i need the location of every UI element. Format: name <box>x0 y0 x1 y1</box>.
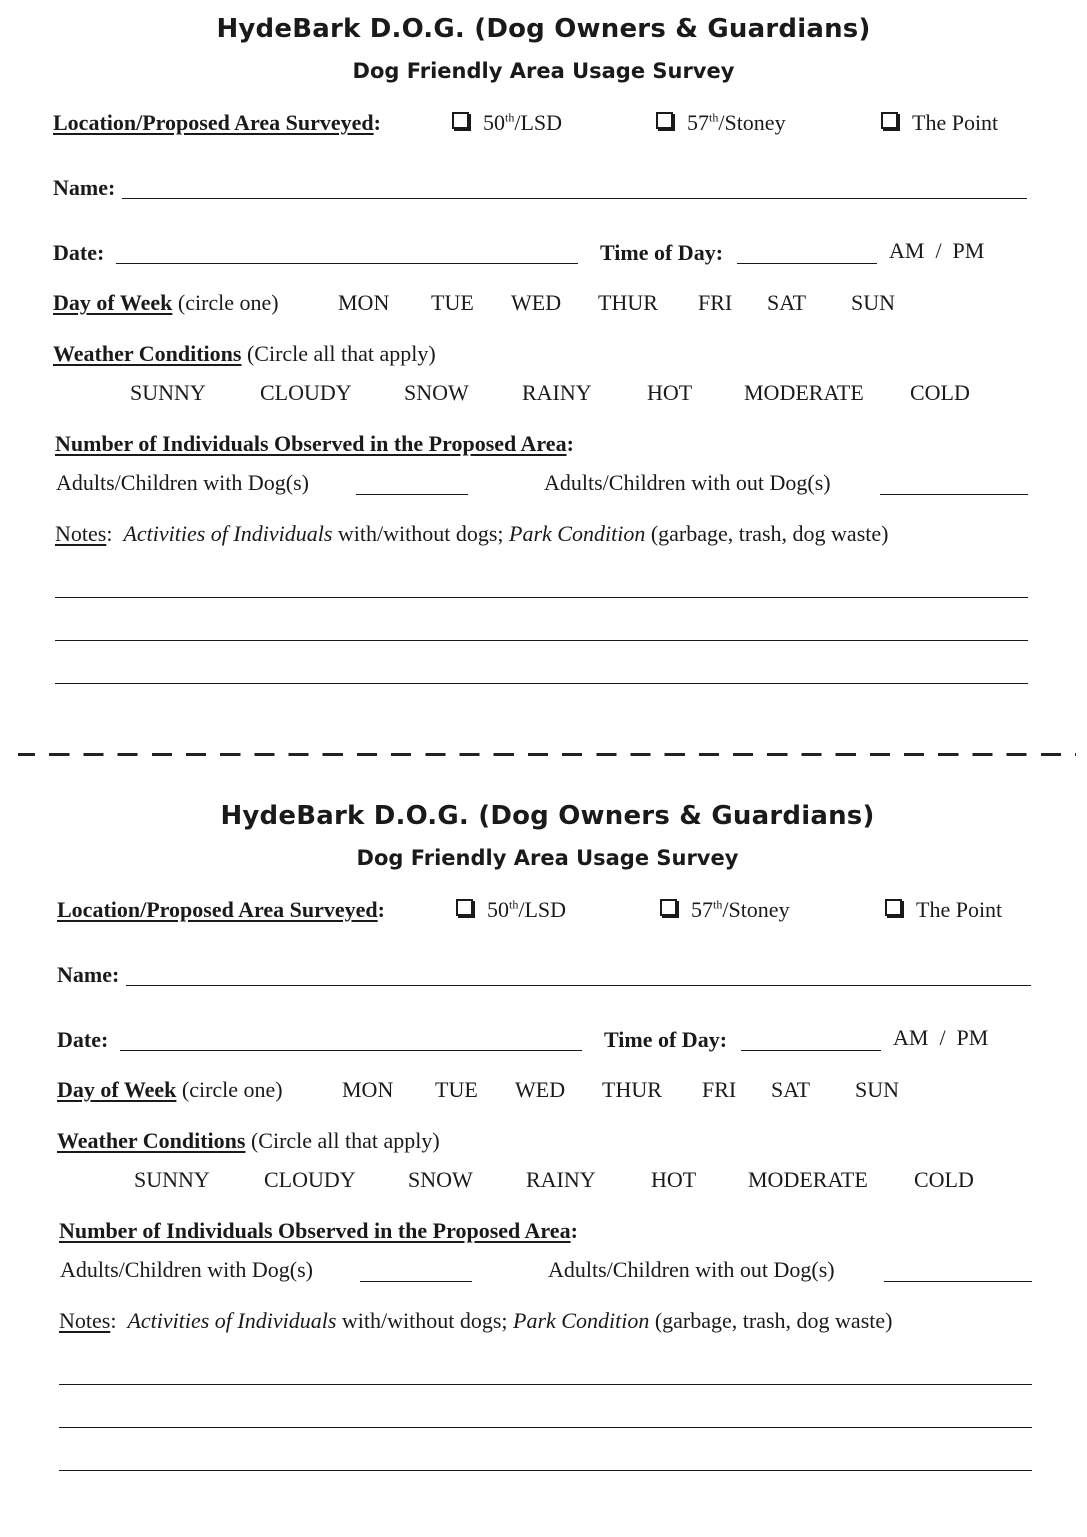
notes-park: Park Condition <box>509 521 646 546</box>
day-of-week-label-text: Day of Week <box>53 290 173 315</box>
location-colon: : <box>377 897 385 922</box>
form-title: HydeBark D.O.G. (Dog Owners & Guardians) <box>216 14 871 44</box>
location-option-50th-lsd[interactable] <box>456 897 566 923</box>
individuals-label-text: Number of Individuals Observed in the Proposed Area <box>59 1218 571 1243</box>
weather-hint: (Circle all that apply) <box>246 341 436 366</box>
option-text: 57 <box>687 110 709 135</box>
time-field-line[interactable] <box>741 1050 881 1051</box>
day-option-thur[interactable]: THUR <box>602 1077 662 1102</box>
day-option-thur[interactable]: THUR <box>598 290 658 315</box>
location-option-the-point[interactable] <box>885 897 1002 923</box>
without-dogs-label: Adults/Children with out Dog(s) <box>548 1257 835 1282</box>
notes-mid: with/without dogs; <box>332 521 510 546</box>
location-label-text: Location/Proposed Area Surveyed <box>53 110 374 135</box>
day-option-fri[interactable]: FRI <box>698 290 733 315</box>
checkbox-icon[interactable] <box>881 112 898 129</box>
weather-option-cloudy[interactable]: CLOUDY <box>260 380 352 405</box>
day-option-sun[interactable]: SUN <box>851 290 896 315</box>
day-option-sat[interactable]: SAT <box>767 290 807 315</box>
form-subtitle: Dog Friendly Area Usage Survey <box>352 59 735 83</box>
day-option-mon[interactable]: MON <box>342 1077 394 1102</box>
notes-label-text: Notes <box>55 521 107 546</box>
weather-option-cold[interactable]: COLD <box>910 380 970 405</box>
option-text: 57 <box>691 897 713 922</box>
am-pm-choice[interactable]: AM / PM <box>889 238 985 263</box>
name-field-line[interactable] <box>126 985 1031 986</box>
notes-label <box>55 521 888 547</box>
weather-label-text: Weather Conditions <box>57 1128 246 1153</box>
option-text-post: /Stoney <box>718 110 786 135</box>
time-of-day-label: Time of Day: <box>600 240 724 265</box>
option-sup: th <box>505 110 515 125</box>
checkbox-icon[interactable] <box>885 899 902 916</box>
checkbox-icon[interactable] <box>660 899 677 916</box>
notes-activities: Activities of Individuals <box>127 1308 337 1333</box>
weather-option-snow[interactable]: SNOW <box>408 1167 473 1192</box>
weather-conditions-label <box>57 1128 440 1154</box>
with-dogs-label: Adults/Children with Dog(s) <box>60 1257 313 1282</box>
day-of-week-hint: (circle one) <box>181 1077 283 1102</box>
without-dogs-field-line[interactable] <box>884 1281 1032 1282</box>
individuals-label-text: Number of Individuals Observed in the Proposed Area <box>55 431 567 456</box>
notes-line-2[interactable] <box>59 1427 1032 1428</box>
notes-activities: Activities of Individuals <box>123 521 333 546</box>
checkbox-icon[interactable] <box>452 112 469 129</box>
option-sup: th <box>709 110 719 125</box>
notes-colon: : <box>110 1308 117 1333</box>
day-of-week-label <box>53 290 279 316</box>
day-option-mon[interactable]: MON <box>338 290 390 315</box>
option-text-post: /Stoney <box>722 897 790 922</box>
option-text-post: /LSD <box>514 110 563 135</box>
notes-park: Park Condition <box>513 1308 650 1333</box>
name-label: Name: <box>57 962 120 987</box>
survey-form-top <box>0 0 1087 740</box>
location-colon: : <box>373 110 381 135</box>
with-dogs-label: Adults/Children with Dog(s) <box>56 470 309 495</box>
checkbox-icon[interactable] <box>456 899 473 916</box>
with-dogs-field-line[interactable] <box>360 1281 472 1282</box>
weather-option-rainy[interactable]: RAINY <box>522 380 592 405</box>
day-of-week-hint: (circle one) <box>177 290 279 315</box>
weather-hint: (Circle all that apply) <box>250 1128 440 1153</box>
name-label: Name: <box>53 175 116 200</box>
location-option-50th-lsd[interactable] <box>452 110 562 136</box>
weather-option-snow[interactable]: SNOW <box>404 380 469 405</box>
name-field-line[interactable] <box>122 198 1027 199</box>
notes-line-1[interactable] <box>59 1384 1032 1385</box>
cut-line-divider <box>18 753 1076 756</box>
notes-mid: with/without dogs; <box>336 1308 514 1333</box>
weather-option-cold[interactable]: COLD <box>914 1167 974 1192</box>
location-label <box>53 110 381 136</box>
date-label: Date: <box>53 240 105 265</box>
weather-conditions-label <box>53 341 436 367</box>
day-of-week-label-text: Day of Week <box>57 1077 177 1102</box>
location-option-57th-stoney[interactable] <box>660 897 790 923</box>
location-label-text: Location/Proposed Area Surveyed <box>57 897 378 922</box>
without-dogs-field-line[interactable] <box>880 494 1028 495</box>
option-text: The Point <box>912 110 999 135</box>
option-sup: th <box>713 897 723 912</box>
weather-option-moderate[interactable]: MODERATE <box>744 380 864 405</box>
option-text: 50 <box>483 110 505 135</box>
notes-tail: (garbage, trash, dog waste) <box>645 521 889 546</box>
weather-option-rainy[interactable]: RAINY <box>526 1167 596 1192</box>
weather-option-sunny[interactable]: SUNNY <box>134 1167 210 1192</box>
notes-line-2[interactable] <box>55 640 1028 641</box>
day-option-tue[interactable]: TUE <box>431 290 474 315</box>
notes-line-3[interactable] <box>59 1470 1032 1471</box>
am-pm-choice[interactable]: AM / PM <box>893 1025 989 1050</box>
weather-label-text: Weather Conditions <box>53 341 242 366</box>
location-option-the-point[interactable] <box>881 110 998 136</box>
weather-option-cloudy[interactable]: CLOUDY <box>264 1167 356 1192</box>
option-sup: th <box>509 897 519 912</box>
survey-form-bottom <box>0 787 1087 1527</box>
time-of-day-label: Time of Day: <box>604 1027 728 1052</box>
location-option-57th-stoney[interactable] <box>656 110 786 136</box>
weather-option-moderate[interactable]: MODERATE <box>748 1167 868 1192</box>
day-option-wed[interactable]: WED <box>511 290 562 315</box>
notes-line-1[interactable] <box>55 597 1028 598</box>
weather-option-hot[interactable]: HOT <box>647 380 693 405</box>
weather-option-hot[interactable]: HOT <box>651 1167 697 1192</box>
day-option-sat[interactable]: SAT <box>771 1077 811 1102</box>
option-text: 50 <box>487 897 509 922</box>
notes-label <box>59 1308 892 1334</box>
day-option-tue[interactable]: TUE <box>435 1077 478 1102</box>
day-option-sun[interactable]: SUN <box>855 1077 900 1102</box>
option-text: The Point <box>916 897 1003 922</box>
day-of-week-label <box>57 1077 283 1103</box>
location-label <box>57 897 385 923</box>
notes-line-3[interactable] <box>55 683 1028 684</box>
option-text-post: /LSD <box>518 897 567 922</box>
date-field-line[interactable] <box>116 263 578 264</box>
without-dogs-label: Adults/Children with out Dog(s) <box>544 470 831 495</box>
form-title: HydeBark D.O.G. (Dog Owners & Guardians) <box>220 801 875 831</box>
notes-colon: : <box>106 521 113 546</box>
individuals-label <box>55 431 574 457</box>
notes-label-text: Notes <box>59 1308 111 1333</box>
date-label: Date: <box>57 1027 109 1052</box>
individuals-colon: : <box>570 1218 578 1243</box>
form-subtitle: Dog Friendly Area Usage Survey <box>356 846 739 870</box>
weather-option-sunny[interactable]: SUNNY <box>130 380 206 405</box>
date-field-line[interactable] <box>120 1050 582 1051</box>
with-dogs-field-line[interactable] <box>356 494 468 495</box>
checkbox-icon[interactable] <box>656 112 673 129</box>
day-option-wed[interactable]: WED <box>515 1077 566 1102</box>
individuals-colon: : <box>566 431 574 456</box>
time-field-line[interactable] <box>737 263 877 264</box>
day-option-fri[interactable]: FRI <box>702 1077 737 1102</box>
notes-tail: (garbage, trash, dog waste) <box>649 1308 893 1333</box>
individuals-label <box>59 1218 578 1244</box>
